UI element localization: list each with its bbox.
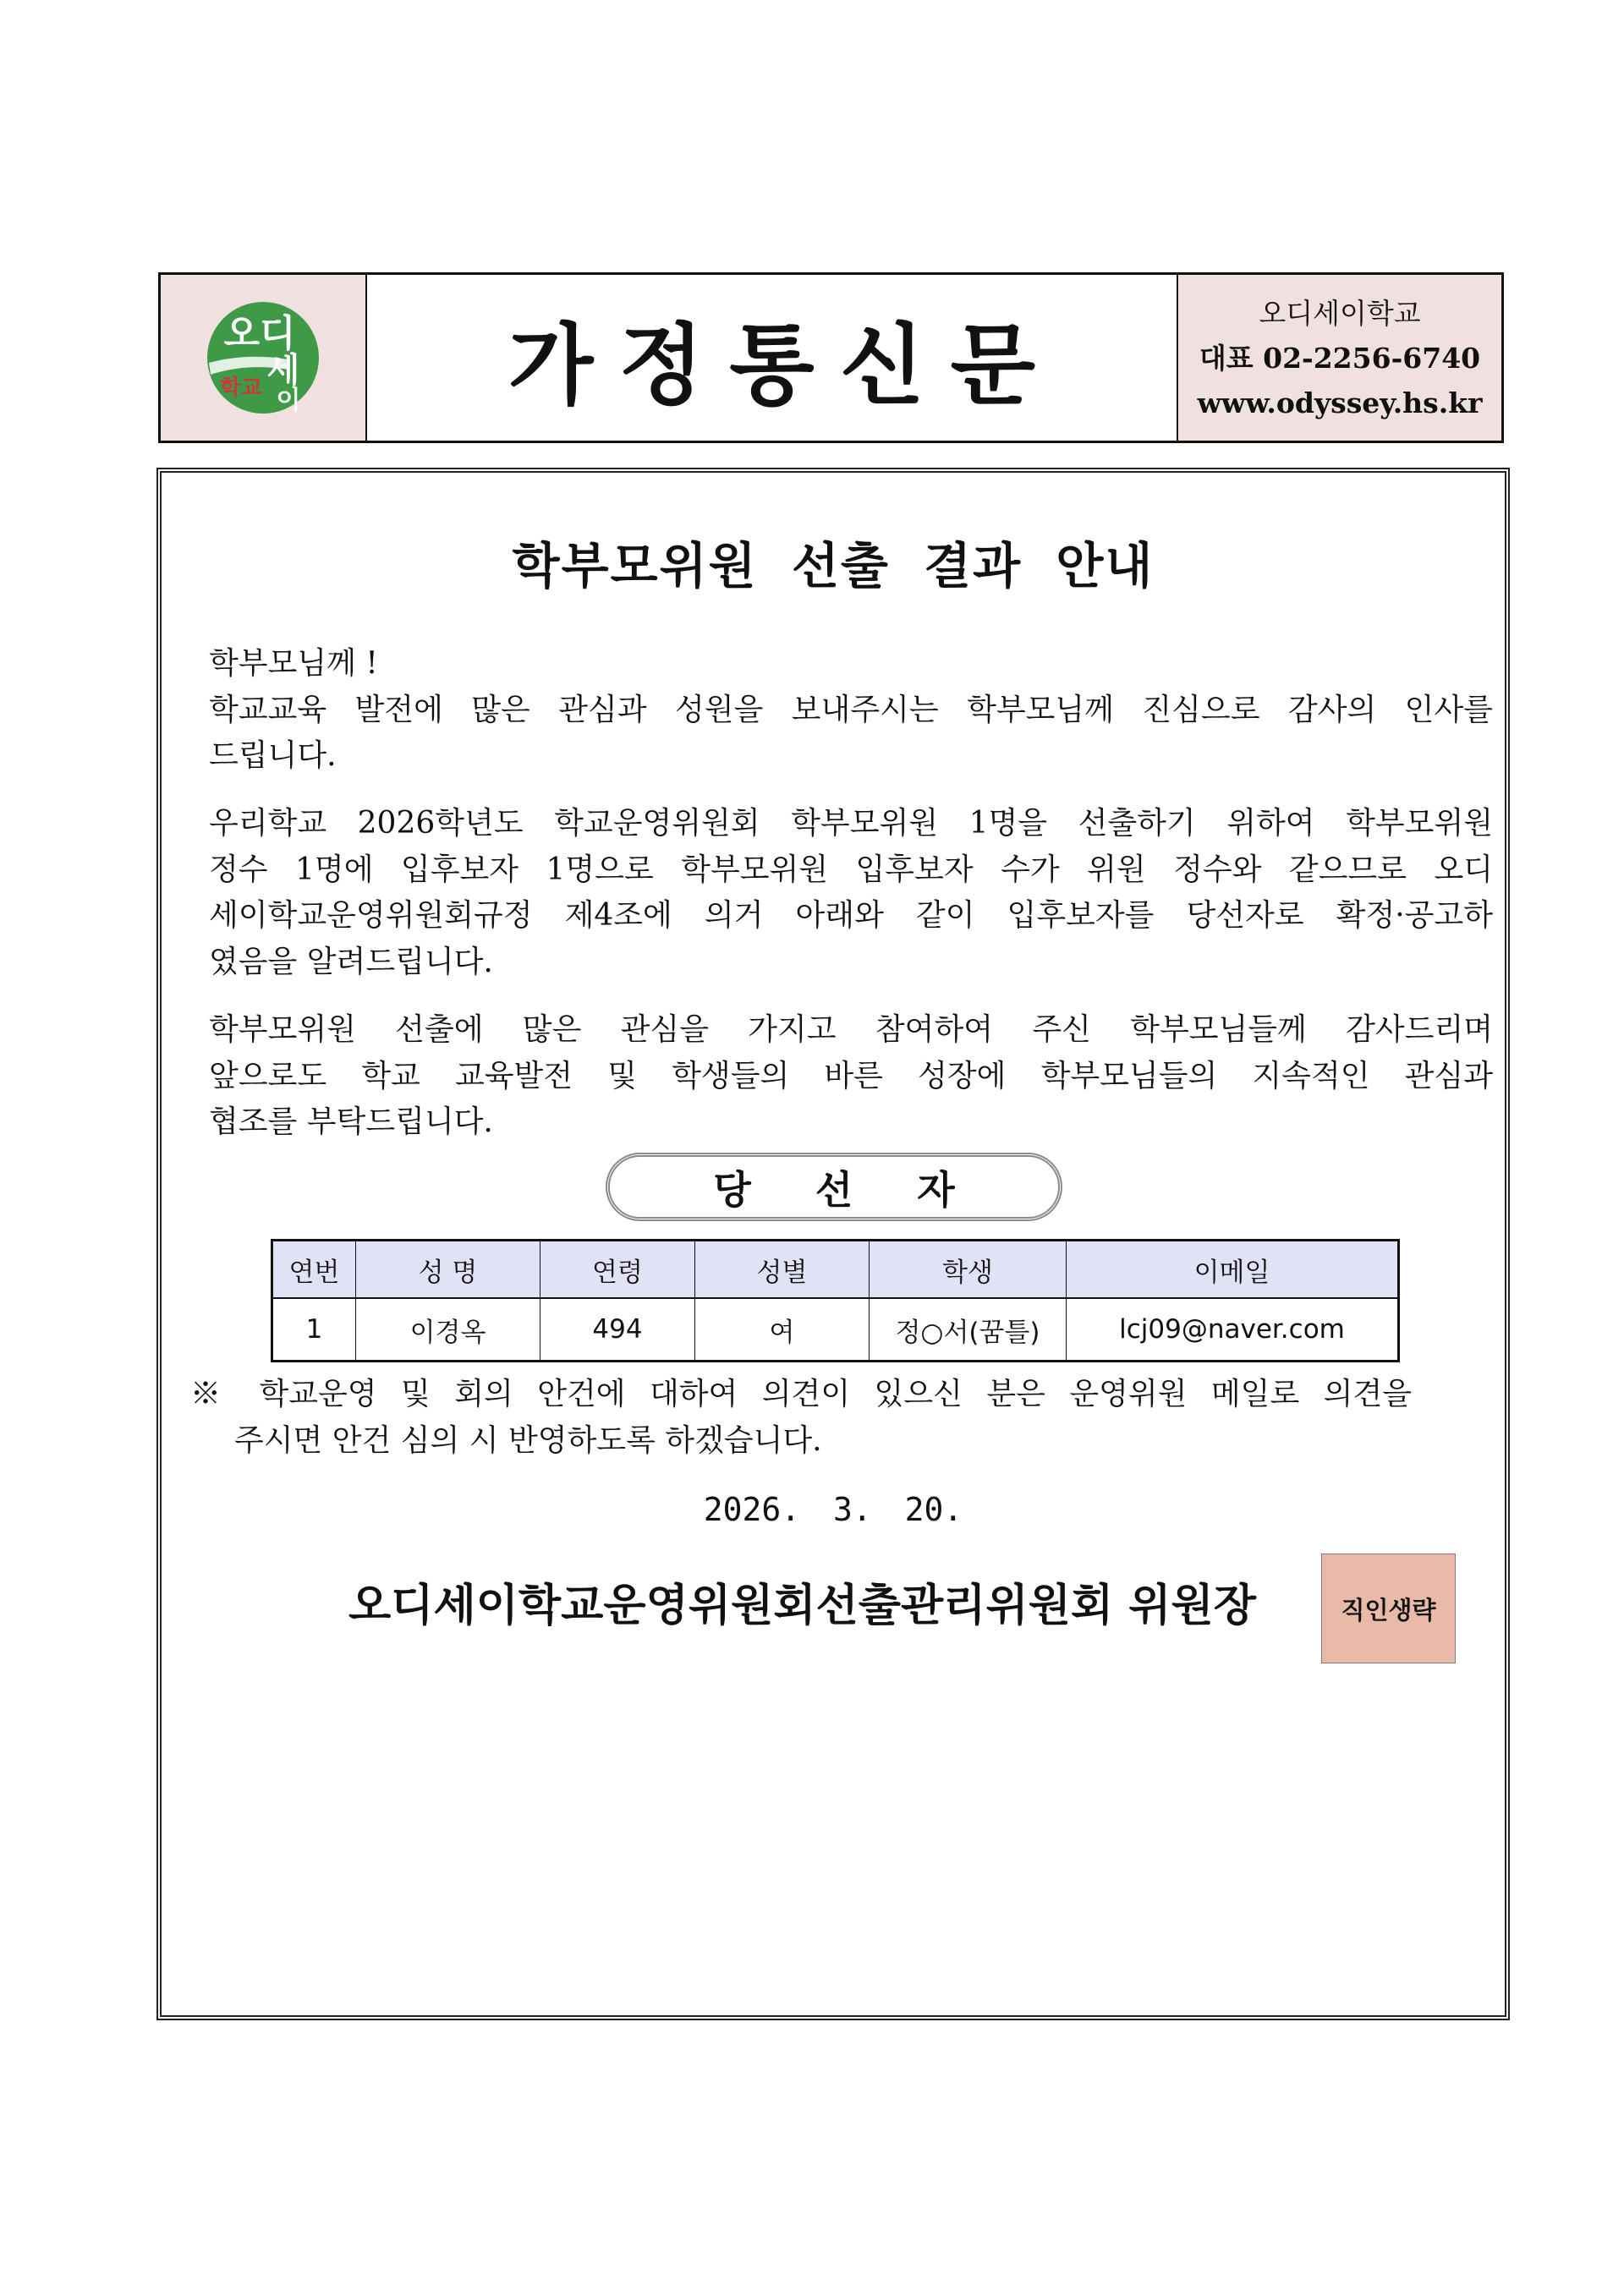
issue-date: 2026. 3. 20.: [703, 1491, 963, 1528]
column-header-email: 이메일: [1067, 1241, 1399, 1299]
school-logo: [200, 294, 326, 421]
paragraph-1: [209, 641, 1493, 780]
paragraph-line: 앞으로도 학교 교육발전 및 학생들의 바른 성장에 학부모님들의 지속적인 관심과: [209, 1058, 1493, 1093]
cell-student: 정○서(꿈틀): [870, 1298, 1067, 1362]
paragraph-line: 정수 1명에 입후보자 1명으로 학부모위원 입후보자 수가 위원 정수와 같으므로 오디: [209, 852, 1493, 887]
logo-text-bottom: 이: [276, 386, 301, 415]
newsletter-title: 가 정 통 신 문: [508, 314, 1036, 417]
school-name: 오디세이학교: [1259, 296, 1421, 330]
school-phone: 대표 02-2256-6740: [1199, 341, 1481, 375]
paragraph-line: 우리학교 2026학년도 학교운영위원회 학부모위원 1명을 선출하기 위하여 학부모위원: [209, 806, 1493, 841]
table-header-row: [272, 1241, 1399, 1299]
paragraph-line: 협조를 부탁드립니다.: [209, 1104, 493, 1139]
paragraph-line: 학교교육 발전에 많은 관심과 성원을 보내주시는 학부모님께 진심으로 감사의 인사를: [209, 692, 1493, 727]
school-info: [1177, 275, 1501, 441]
column-header-gender: 성별: [695, 1241, 870, 1299]
logo-text-sub: 학교: [219, 375, 263, 401]
winners-table: [271, 1239, 1400, 1362]
seal-box: 직인생략: [1321, 1553, 1456, 1663]
paragraph-2: [209, 801, 1493, 985]
logo-cell: [161, 275, 367, 441]
paragraph-line: 였음을 알려드립니다.: [209, 944, 493, 979]
table-row: [272, 1298, 1399, 1362]
cell-name: 이경옥: [356, 1298, 540, 1362]
cell-age: 494: [540, 1298, 695, 1362]
paragraph-3: [209, 1007, 1493, 1146]
cell-email: lcj09@naver.com: [1067, 1298, 1399, 1362]
newsletter-header: [158, 272, 1504, 443]
logo-text-top: 오디: [223, 312, 296, 355]
column-header-number: 연번: [272, 1241, 356, 1299]
school-website: www.odyssey.hs.kr: [1197, 386, 1483, 419]
paragraph-line: 학부모위원 선출에 많은 관심을 가지고 참여하여 주신 학부모님들께 감사드리며: [209, 1012, 1493, 1047]
column-header-student: 학생: [870, 1241, 1067, 1299]
note-line: 주시면 안건 심의 시 반영하도록 하겠습니다.: [234, 1423, 822, 1458]
column-header-age: 연령: [540, 1241, 695, 1299]
notice-title: 학부모위원 선출 결과 안내: [512, 537, 1155, 595]
cell-number: 1: [272, 1298, 356, 1362]
winners-label: 당 선 자: [606, 1153, 1062, 1221]
note-line: ※ 학교운영 및 회의 안건에 대하여 의견이 있으신 분은 운영위원 메일로 의견을: [190, 1377, 1412, 1411]
paragraph-line: 세이학교운영위원회규정 제4조에 의거 아래와 같이 입후보자를 당선자로 확정·공고하: [209, 898, 1493, 933]
paragraph-line: 드립니다.: [209, 738, 337, 773]
signature-committee: 오디세이학교운영위원회선출관리위원회 위원장: [348, 1581, 1256, 1631]
cell-gender: 여: [695, 1298, 870, 1362]
column-header-name: 성 명: [356, 1241, 540, 1299]
logo-text-mid: 세: [266, 351, 300, 390]
greeting: 학부모님께 !: [209, 646, 378, 681]
